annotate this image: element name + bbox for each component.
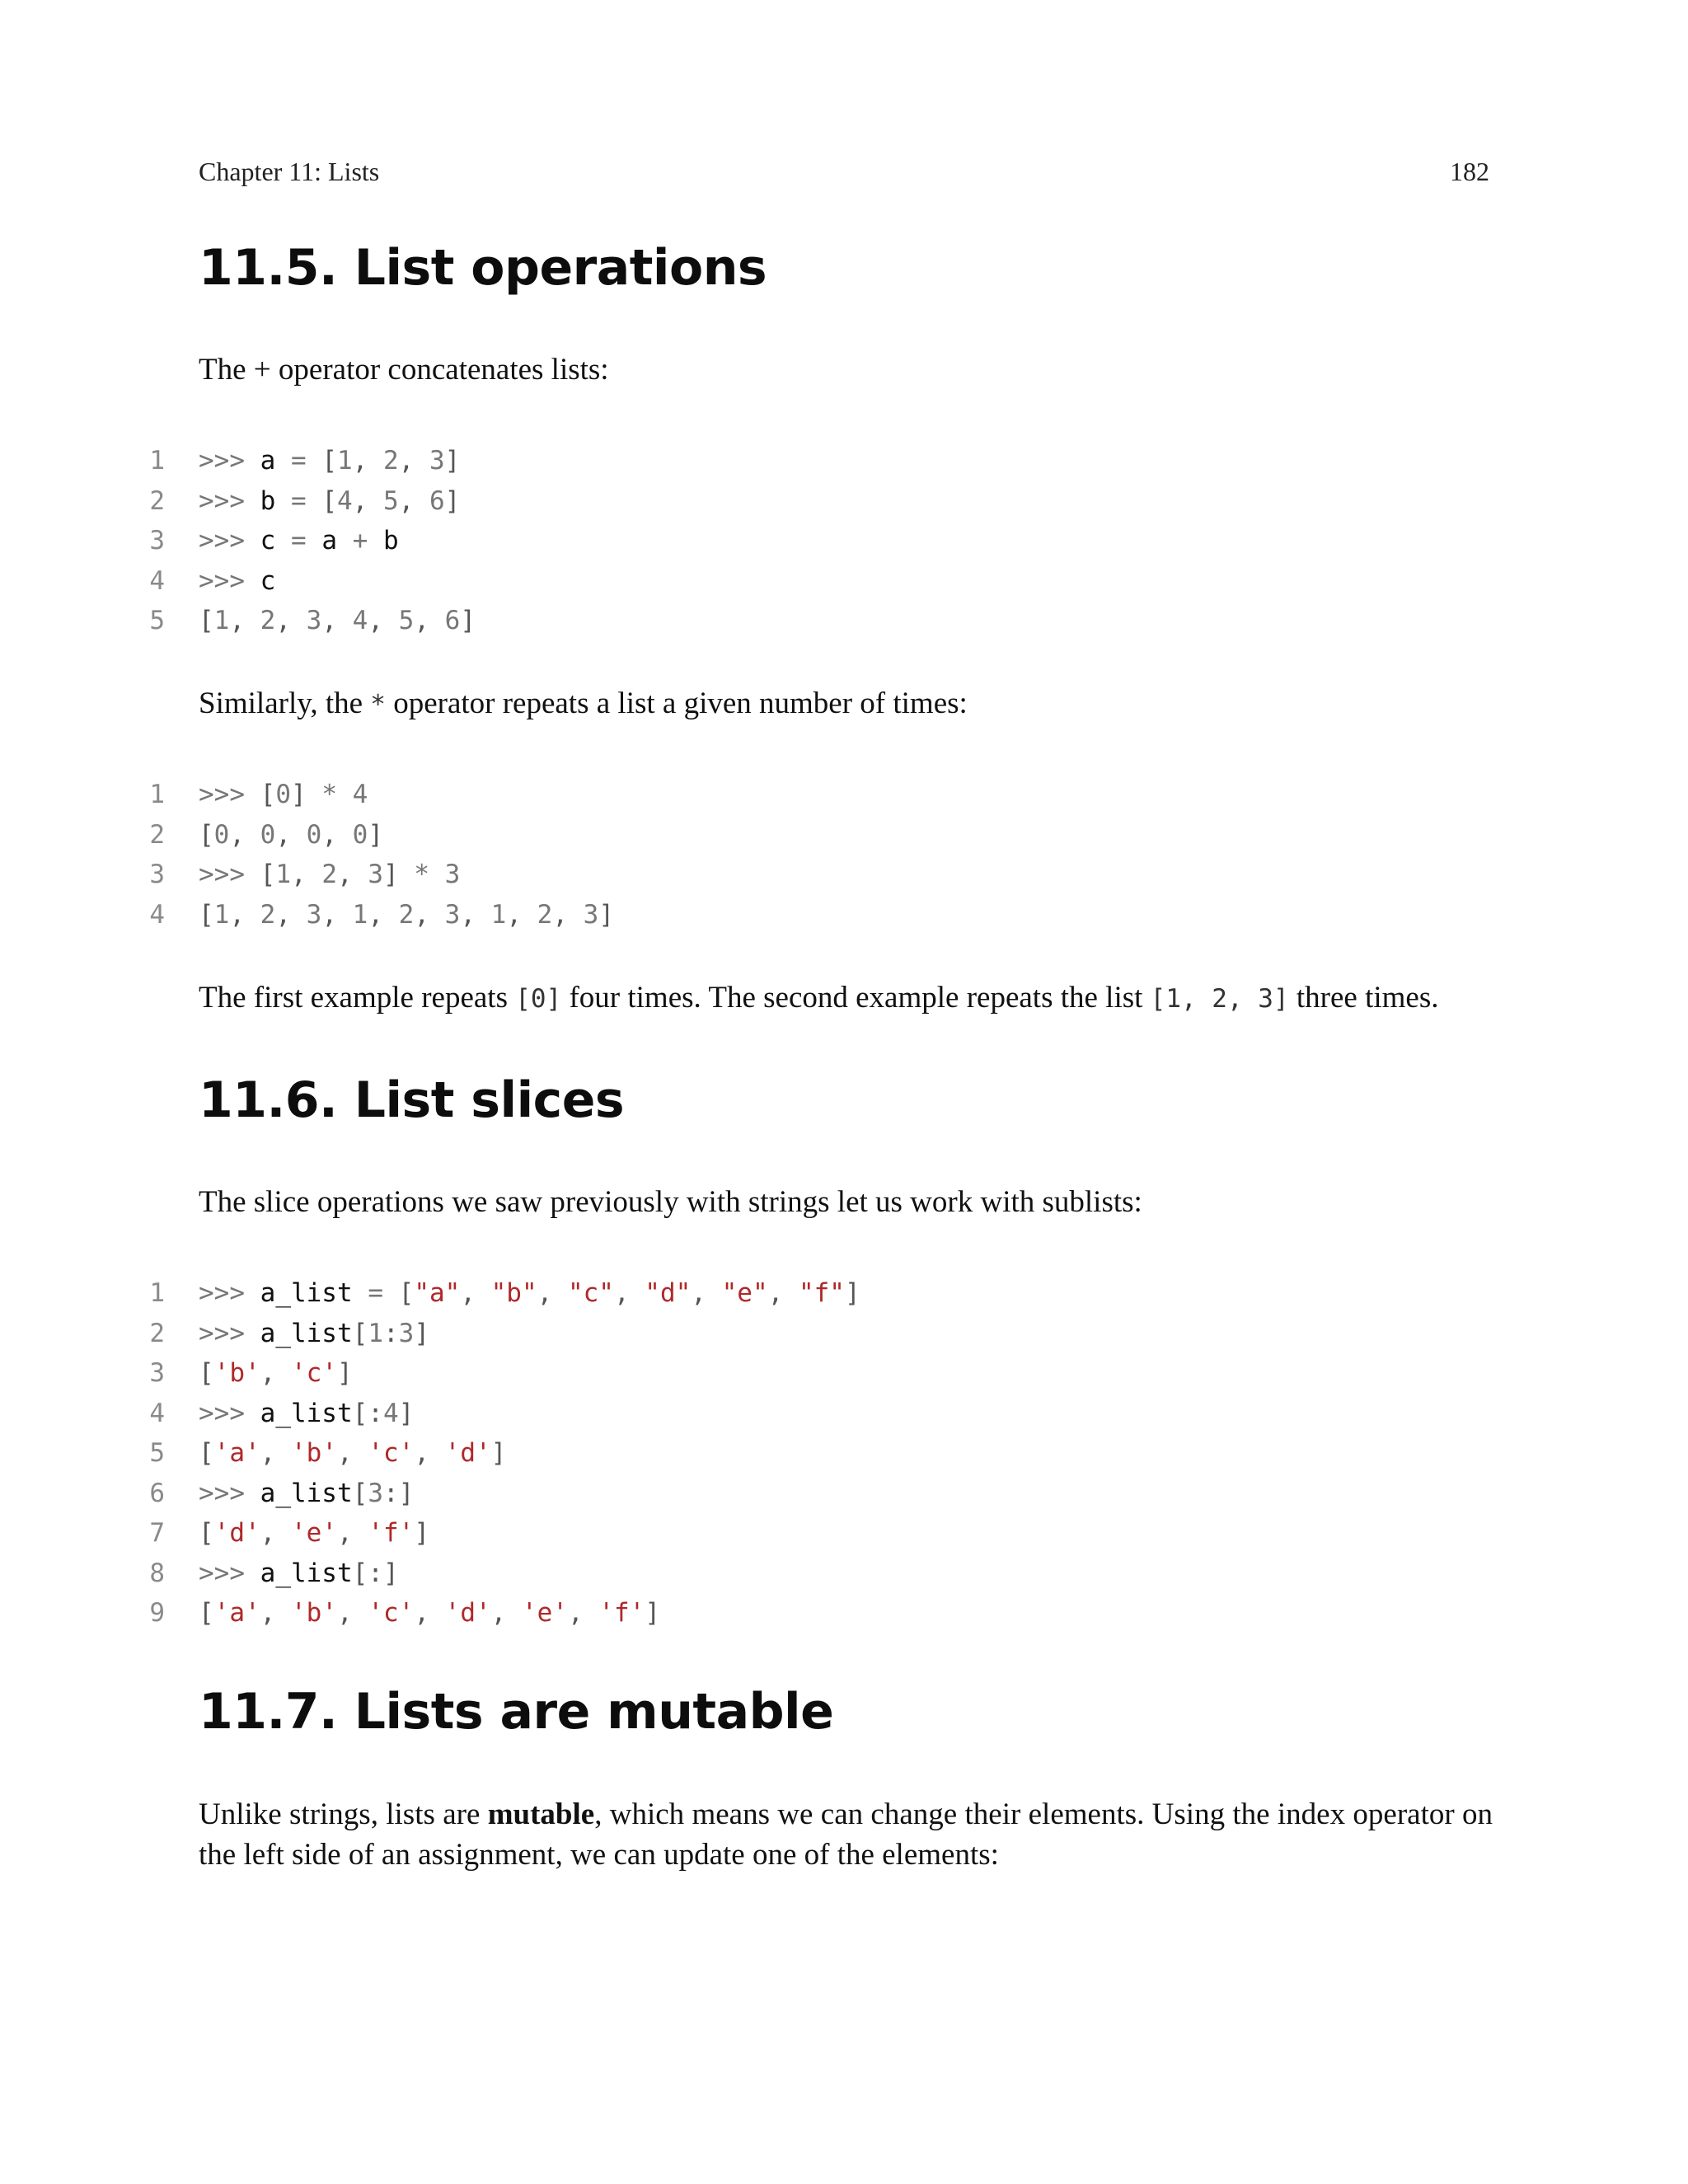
punctuation-token: :] [382,1478,415,1508]
code-block-repetition [0,775,1688,935]
prompt-token: >>> [199,526,260,555]
number-token: 2 [260,899,276,930]
operator-token: * [414,860,445,889]
punctuation-token: [ [352,1478,368,1508]
punctuation-token: , [414,606,445,635]
punctuation-token: [ [352,1318,368,1348]
code-text [199,1314,429,1354]
string-token: 'c' [291,1358,337,1388]
page-header [199,157,1489,187]
punctuation-token: , [229,899,260,930]
string-token: 'd' [444,1598,491,1628]
code-text [199,1513,429,1554]
string-token: "b" [490,1278,537,1308]
punctuation-token: , [260,1518,291,1548]
punctuation-token: ] [444,485,461,516]
code-text [199,1593,660,1633]
code-line [0,1353,1688,1394]
operator-token: + [352,526,383,555]
string-token: "a" [414,1278,461,1308]
number-token: 2 [537,899,553,930]
punctuation-token: , [337,1598,368,1628]
punctuation-token: , [414,1438,445,1468]
code-text [199,601,476,641]
number-token: 1 [352,899,368,930]
code-line [0,855,1688,895]
code-line [0,1593,1688,1633]
code-text [199,521,399,561]
number-token: 4 [336,485,353,516]
punctuation-token: [ [199,606,214,635]
number-token: 5 [382,485,399,516]
code-text [199,815,383,855]
punctuation-token: [ [199,1518,214,1548]
punctuation-token: , [398,485,429,516]
string-token: 'b' [291,1598,337,1628]
punctuation-token: , [506,899,537,930]
prompt-token: >>> [199,1398,260,1428]
string-token: "e" [721,1278,768,1308]
name-token: b [382,526,399,555]
code-line [0,1474,1688,1514]
line-number: 1 [149,446,165,476]
string-token: 'b' [213,1358,260,1388]
name-token: b [260,485,291,516]
operator-token: = [290,446,322,476]
number-token: 1 [336,446,353,476]
line-number: 2 [149,485,165,516]
code-line [0,1433,1688,1474]
punctuation-token: , [229,606,260,635]
punctuation-token: , [275,819,307,850]
punctuation-token: , [321,606,353,635]
punctuation-token: [ [260,860,276,889]
number-token: 6 [429,485,445,516]
punctuation-token: [ [321,446,337,476]
punctuation-token: ] [844,1278,860,1308]
prompt-token: >>> [199,1478,260,1508]
number-token: 1 [213,899,230,930]
punctuation-token: , [337,1438,368,1468]
paragraph-repetition-explanation [199,977,1534,1019]
code-text [199,441,460,481]
punctuation-token: , [337,1518,368,1548]
string-token: "d" [645,1278,692,1308]
code-line [0,601,1688,641]
code-line [0,561,1688,602]
number-token: 6 [444,606,461,635]
code-text [199,1273,860,1314]
string-token: 'd' [213,1518,260,1548]
code-line [0,775,1688,815]
name-token: a_list [260,1398,353,1428]
punctuation-token: , [275,606,307,635]
paragraph-repetition [199,683,1493,725]
string-token: 'e' [291,1518,337,1548]
operator-token: * [321,780,353,809]
prompt-token: >>> [199,565,260,596]
number-token: 3 [306,606,322,635]
number-token: 3 [444,860,461,889]
code-text [199,775,368,815]
text: The [199,353,254,387]
punctuation-token: , [368,899,399,930]
prompt-token: >>> [199,860,260,889]
string-token: 'b' [291,1438,337,1468]
punctuation-token: : [382,1318,399,1348]
punctuation-token: , [567,1598,599,1628]
page-number: 182 [1450,157,1489,186]
text: Unlike strings, lists are [199,1797,488,1831]
string-token: 'f' [598,1598,645,1628]
code-block-concatenation [0,441,1688,641]
operator-token: = [290,526,322,555]
line-number: 8 [149,1558,165,1588]
punctuation-token: [ [199,1598,214,1628]
punctuation-token: , [613,1278,645,1308]
number-token: 2 [382,446,399,476]
code-text [199,1554,399,1594]
code-line [0,521,1688,561]
string-token: 'a' [213,1598,260,1628]
string-token: 'd' [444,1438,491,1468]
punctuation-token: [ [398,1278,415,1308]
number-token: 0 [275,780,291,809]
line-number: 7 [149,1518,165,1548]
punctuation-token: , [321,899,353,930]
text: operator repeats a list a given number of times: [385,687,968,720]
line-number: 3 [149,526,165,555]
punctuation-token: , [414,1598,445,1628]
prompt-token: >>> [199,1558,260,1588]
number-token: 3 [429,446,445,476]
text: operator concatenates lists: [270,353,609,387]
punctuation-token: , [537,1278,568,1308]
inline-code: [1, 2, 3] [1150,984,1289,1014]
number-token: 1 [275,860,291,889]
number-token: 5 [398,606,415,635]
number-token: 4 [352,780,368,809]
code-text [199,1394,414,1434]
punctuation-token: , [414,899,445,930]
name-token: c [260,526,291,555]
punctuation-token: , [229,819,260,850]
punctuation-token: , [398,446,429,476]
punctuation-token: , [337,860,368,889]
name-token: a_list [260,1278,368,1308]
inline-code: [0] [515,984,562,1014]
string-token: 'f' [368,1518,415,1548]
operator-star: * [370,690,386,719]
punctuation-token: [ [199,899,214,930]
paragraph-mutable [199,1794,1493,1875]
punctuation-token: ] [414,1518,429,1548]
line-number: 9 [149,1598,165,1628]
code-text [199,895,614,935]
punctuation-token: , [691,1278,722,1308]
code-line [0,895,1688,935]
code-text [199,1474,414,1514]
line-number: 4 [149,899,165,930]
number-token: 3 [444,899,461,930]
punctuation-token: , [368,606,399,635]
line-number: 2 [149,1318,165,1348]
string-token: "f" [798,1278,845,1308]
code-text [199,855,460,895]
line-number: 1 [149,780,165,809]
paragraph-concatenation [199,349,1493,390]
code-line [0,441,1688,481]
prompt-token: >>> [199,1318,260,1348]
name-token: a_list [260,1318,353,1348]
string-token: 'c' [368,1598,415,1628]
number-token: 2 [260,606,276,635]
section-heading-list-slices: 11.6. List slices [199,1071,625,1129]
punctuation-token: , [352,485,383,516]
text: four times. The second example repeats the list [561,981,1151,1015]
number-token: 4 [382,1398,399,1428]
section-heading-list-operations: 11.5. List operations [199,239,767,297]
punctuation-token: ] [337,1358,353,1388]
code-line [0,1273,1688,1314]
number-token: 0 [306,819,322,850]
term-mutable: mutable [487,1797,595,1831]
line-number: 5 [149,1438,165,1468]
string-token: 'c' [368,1438,415,1468]
punctuation-token: , [260,1598,291,1628]
punctuation-token: [ [260,780,276,809]
punctuation-token: ] [383,860,415,889]
string-token: 'a' [213,1438,260,1468]
running-title: Chapter 11: Lists [199,157,380,186]
text: three times. [1288,981,1439,1015]
punctuation-token: [: [352,1398,383,1428]
punctuation-token: ] [414,1318,429,1348]
name-token: a_list [260,1478,353,1508]
name-token: c [260,565,276,596]
number-token: 1 [490,899,507,930]
string-token: 'e' [521,1598,568,1628]
prompt-token: >>> [199,485,260,516]
number-token: 0 [213,819,230,850]
punctuation-token: , [260,1438,291,1468]
name-token: a_list [260,1558,353,1588]
number-token: 2 [398,899,415,930]
paragraph-slices: The slice operations we saw previously with strings let us work with sublists: [199,1185,1142,1219]
punctuation-token: , [352,446,383,476]
prompt-token: >>> [199,1278,260,1308]
punctuation-token: , [275,899,307,930]
operator-plus: + [253,353,271,387]
punctuation-token: ] [645,1598,660,1628]
number-token: 3 [398,1318,415,1348]
code-line [0,815,1688,855]
line-number: 6 [149,1478,165,1508]
punctuation-token: ] [490,1438,507,1468]
punctuation-token: [ [199,819,214,850]
number-token: 1 [213,606,230,635]
code-text [199,561,275,602]
number-token: 3 [368,1478,383,1508]
number-token: 2 [321,860,337,889]
punctuation-token: , [321,819,353,850]
code-text [199,1433,506,1474]
number-token: 0 [260,819,276,850]
punctuation-token: ] [398,1398,415,1428]
prompt-token: >>> [199,780,260,809]
code-line [0,481,1688,522]
punctuation-token: [ [199,1438,214,1468]
code-line [0,1554,1688,1594]
punctuation-token: ] [291,780,322,809]
line-number: 4 [149,1398,165,1428]
number-token: 4 [352,606,368,635]
string-token: "c" [567,1278,614,1308]
punctuation-token: ] [368,819,384,850]
punctuation-token: [ [199,1358,214,1388]
punctuation-token: , [767,1278,799,1308]
name-token: a [260,446,291,476]
line-number: 3 [149,1358,165,1388]
line-number: 4 [149,565,165,596]
punctuation-token: , [260,1358,291,1388]
code-line [0,1513,1688,1554]
punctuation-token: , [490,1598,522,1628]
code-block-slices [0,1273,1688,1633]
name-token: a [321,526,353,555]
punctuation-token: , [460,899,491,930]
punctuation-token: ] [460,606,476,635]
prompt-token: >>> [199,446,260,476]
punctuation-token: [:] [352,1558,399,1588]
punctuation-token: ] [444,446,461,476]
number-token: 3 [368,860,383,889]
text: The first example repeats [199,981,516,1015]
text: , which means we can change their elements. Using the index operator on the left side of an assignment, we can update one of the elements: [199,1797,1493,1872]
code-text [199,1353,353,1394]
line-number: 2 [149,819,165,850]
number-token: 3 [583,899,599,930]
punctuation-token: , [460,1278,491,1308]
text: Similarly, the [199,687,371,720]
code-text [199,481,460,522]
operator-token: = [290,485,322,516]
code-line [0,1314,1688,1354]
section-heading-lists-mutable: 11.7. Lists are mutable [199,1683,834,1741]
number-token: 1 [368,1318,383,1348]
line-number: 3 [149,860,165,889]
line-number: 1 [149,1278,165,1308]
number-token: 3 [306,899,322,930]
code-line [0,1394,1688,1434]
punctuation-token: [ [321,485,337,516]
punctuation-token: ] [598,899,615,930]
line-number: 5 [149,606,165,635]
punctuation-token: , [552,899,584,930]
operator-token: = [368,1278,399,1308]
punctuation-token: , [291,860,322,889]
number-token: 0 [352,819,368,850]
